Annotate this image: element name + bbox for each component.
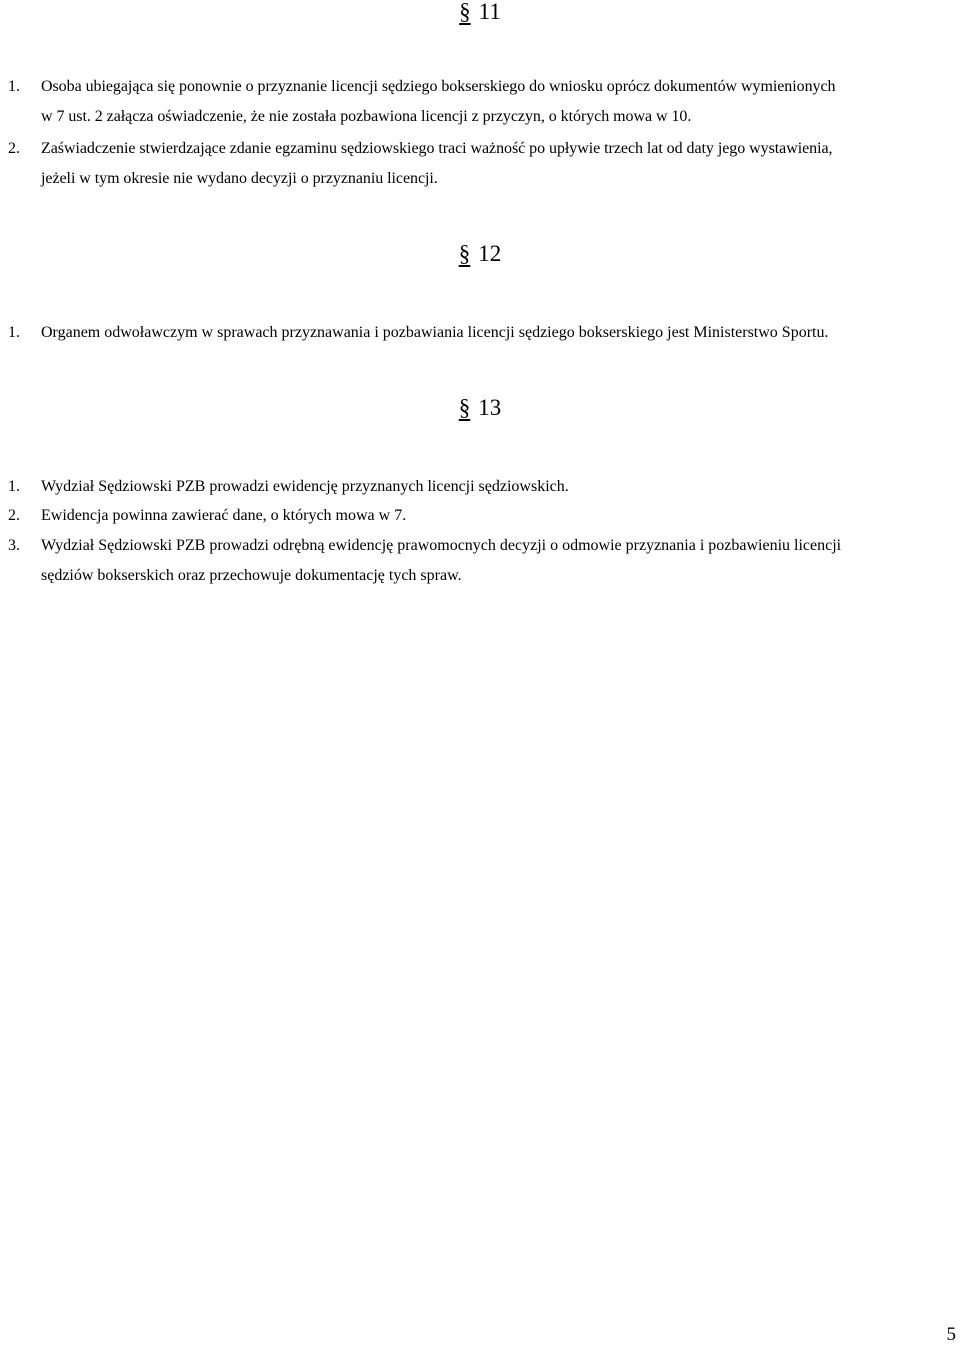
item-number: 2. [8,140,20,157]
section-number: 11 [478,0,501,24]
item-number: 1. [8,324,20,341]
section-heading-11 [0,0,960,25]
list-item [8,531,958,590]
list-item [8,72,958,131]
item-text [41,318,958,348]
paragraph-sign: § [459,0,471,24]
item-text [41,531,958,590]
paragraph-sign: § [458,241,471,266]
item-text [41,501,958,531]
item-text-line: w 7 ust. 2 załącza oświadczenie, że nie została pozbawiona licencji z przyczyn, o których mowa w 10. [41,107,692,125]
item-text-line: sędziów bokserskich oraz przechowuje dokumentację tych spraw. [41,566,462,584]
list-item [8,134,958,193]
item-text-line: Osoba ubiegająca się ponownie o przyznanie licencji sędziego bokserskiego do wniosku oprócz dokumentów wymienionych [41,78,836,95]
page-number: 5 [946,1324,956,1345]
section-heading-12 [0,241,960,267]
item-text [41,472,958,502]
item-number: 2. [8,507,20,524]
item-text-line: Organem odwoławczym w sprawach przyznawania i pozbawiania licencji sędziego bokserskiego jest Ministerstwo Sportu. [41,324,829,341]
item-number: 1. [8,78,20,95]
section-number: 12 [478,241,502,266]
item-text-line: Zaświadczenie stwierdzające zdanie egzaminu sędziowskiego traci ważność po upływie trzech lat od daty jego wystawienia, [41,140,833,157]
item-text-line: jeżeli w tym okresie nie wydano decyzji o przyznaniu licencji. [41,169,438,187]
list-item [8,318,958,348]
item-number: 3. [8,537,20,554]
list-item [8,472,958,502]
item-text-line: Wydział Sędziowski PZB prowadzi odrębną ewidencję prawomocnych decyzji o odmowie przyznania i pozbawieniu licencji [41,537,842,554]
item-text-line: Wydział Sędziowski PZB prowadzi ewidencję przyznanych licencji sędziowskich. [41,478,569,495]
item-text-line: Ewidencja powinna zawierać dane, o których mowa w 7. [41,507,407,524]
item-text [41,72,958,131]
section-heading-13 [0,395,960,421]
paragraph-sign: § [458,395,471,420]
item-number: 1. [8,478,20,495]
section-number: 13 [478,395,502,420]
item-text [41,134,958,193]
list-item [8,501,958,531]
